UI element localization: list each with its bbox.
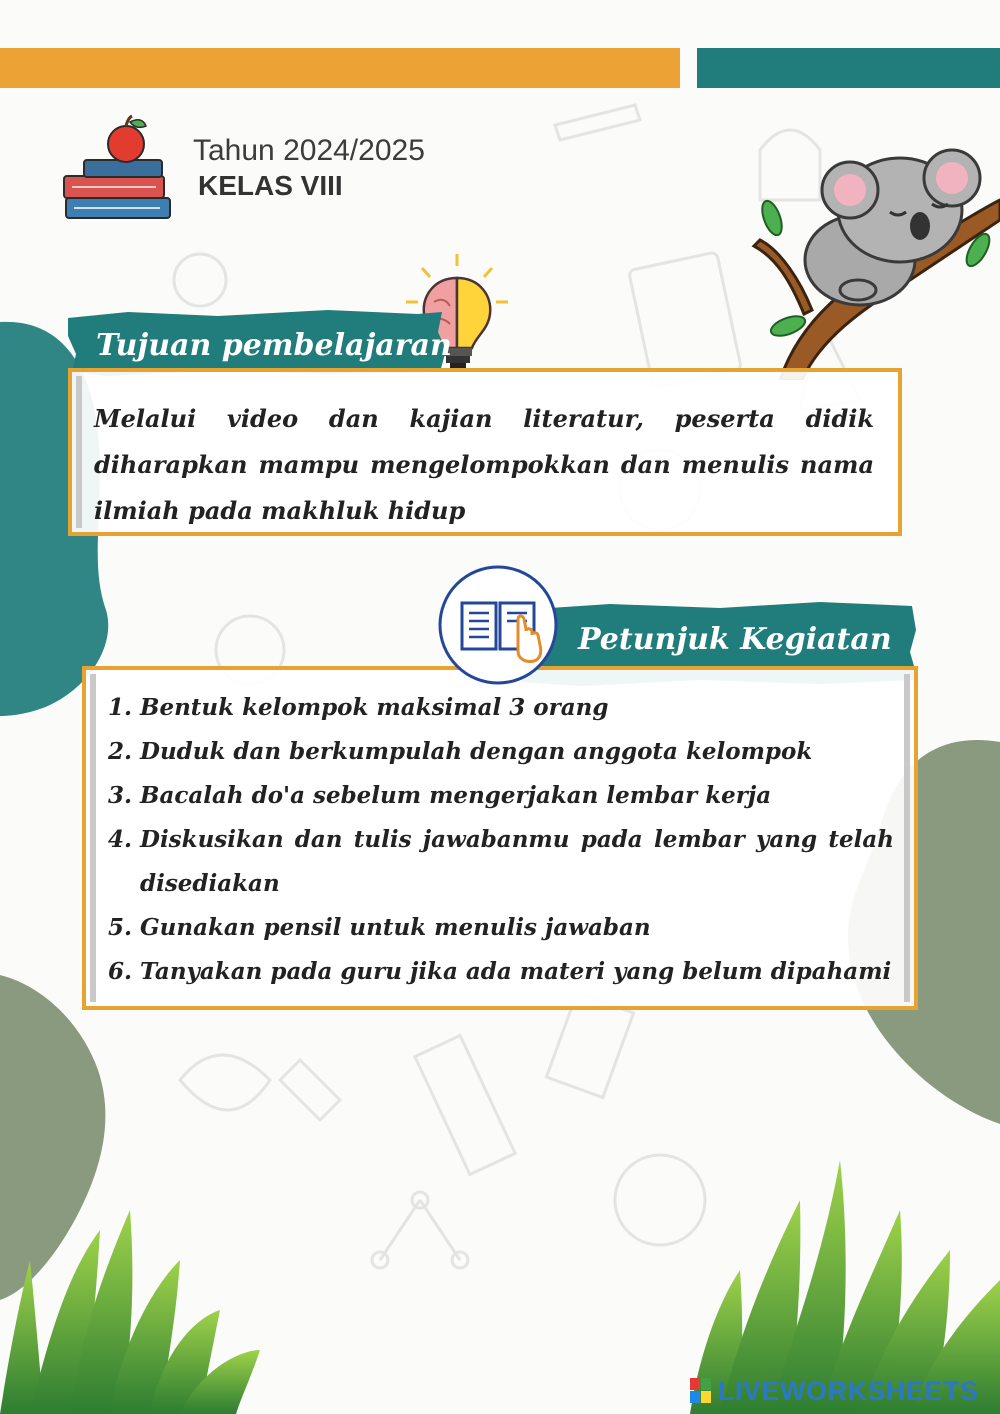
class-label: KELAS VIII <box>198 170 343 201</box>
instructions-box <box>82 666 918 1010</box>
koala-icon <box>740 140 1000 380</box>
objective-box <box>68 368 902 536</box>
books-apple-icon <box>60 112 180 224</box>
grass-decoration <box>0 1150 1000 1414</box>
instructions-list <box>108 686 894 994</box>
list-item: 5. Gunakan pensil untuk menulis jawaban <box>108 914 651 941</box>
liveworksheets-logo-icon <box>690 1378 712 1404</box>
list-item: 2. Duduk dan berkumpulah dengan anggota kelompok <box>108 738 813 765</box>
list-item: 1. Bentuk kelompok maksimal 3 orang <box>108 694 609 721</box>
list-item: 6. Tanyakan pada guru jika ada materi yang belum dipahami <box>108 958 892 985</box>
objective-title: Tujuan pembelajaran <box>96 328 452 363</box>
list-item: 3. Bacalah do'a sebelum mengerjakan lembar kerja <box>108 782 772 809</box>
top-bar-teal <box>697 48 1000 88</box>
instructions-title: Petunjuk Kegiatan <box>578 622 892 657</box>
objective-text: Melalui video dan kajian literatur, peserta didik diharapkan mampu mengelompokkan dan menulis nama ilmiah pada makhluk hidup <box>94 404 874 525</box>
list-item: 4. Diskusikan dan tulis jawabanmu pada lembar yang telah disediakan <box>108 826 894 897</box>
top-bar-orange <box>0 48 680 88</box>
open-book-hand-icon <box>436 563 560 687</box>
school-year: Tahun 2024/2025 <box>193 134 425 167</box>
watermark-text: LIVEWORKSHEETS <box>718 1376 979 1406</box>
